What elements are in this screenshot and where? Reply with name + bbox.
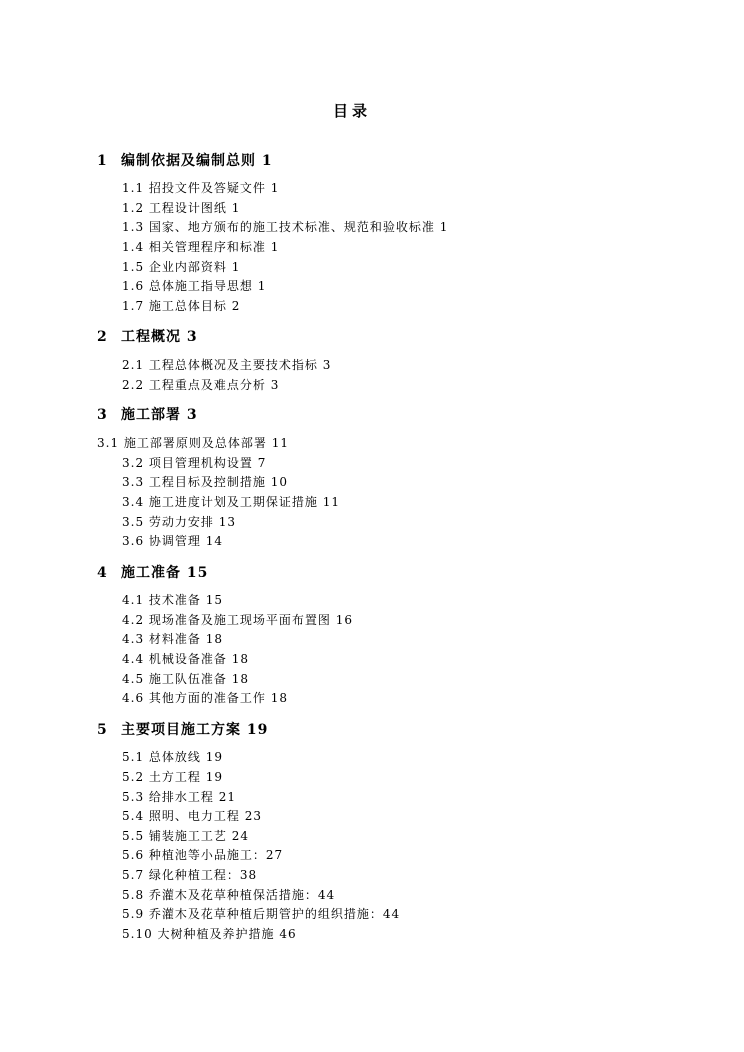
toc-entry[interactable]: 5.3 给排水工程 21: [122, 790, 236, 804]
toc-entry[interactable]: 4.4 机械设备准备 18: [122, 652, 249, 666]
chapter-heading[interactable]: [97, 404, 198, 424]
chapter-number: 5: [97, 722, 108, 738]
chapter-heading[interactable]: [97, 719, 268, 739]
chapter-label: 工程概况 3: [121, 329, 198, 345]
toc-entry[interactable]: 3.3 工程目标及控制措施 10: [122, 475, 288, 489]
toc-entry[interactable]: 1.4 相关管理程序和标准 1: [122, 240, 280, 254]
toc-entry[interactable]: 5.1 总体放线 19: [122, 750, 223, 764]
toc-entry[interactable]: 5.7 绿化种植工程：38: [122, 868, 258, 882]
toc-entry[interactable]: 5.6 种植池等小品施工：27: [122, 848, 284, 862]
toc-entry[interactable]: 3.6 协调管理 14: [122, 534, 223, 548]
chapter-label: 主要项目施工方案 19: [121, 722, 269, 738]
toc-entry[interactable]: 2.1 工程总体概况及主要技术指标 3: [122, 358, 332, 372]
toc-entry[interactable]: 4.1 技术准备 15: [122, 593, 223, 607]
toc-entry[interactable]: 1.6 总体施工指导思想 1: [122, 279, 267, 293]
toc-entry[interactable]: 4.5 施工队伍准备 18: [122, 672, 249, 686]
chapter-number: 1: [97, 153, 108, 169]
toc-entry[interactable]: 5.10 大树种植及养护措施 46: [122, 927, 297, 941]
toc-entry[interactable]: 3.1 施工部署原则及总体部署 11: [97, 436, 289, 450]
chapter-heading[interactable]: [97, 562, 208, 582]
toc-entry[interactable]: 1.2 工程设计图纸 1: [122, 201, 241, 215]
toc-entry[interactable]: 3.5 劳动力安排 13: [122, 515, 236, 529]
toc-entry[interactable]: 4.6 其他方面的准备工作 18: [122, 691, 288, 705]
toc-entry[interactable]: 2.2 工程重点及难点分析 3: [122, 378, 280, 392]
toc-entry[interactable]: 1.7 施工总体目标 2: [122, 299, 241, 313]
toc-entry[interactable]: 1.5 企业内部资料 1: [122, 260, 241, 274]
toc-entry[interactable]: 5.9 乔灌木及花草种植后期管护的组织措施：44: [122, 907, 401, 921]
toc-entry[interactable]: 4.2 现场准备及施工现场平面布置图 16: [122, 613, 353, 627]
chapter-number: 4: [97, 565, 108, 581]
chapter-number: 3: [97, 407, 108, 423]
toc-entry[interactable]: 5.2 土方工程 19: [122, 770, 223, 784]
toc-entry[interactable]: 3.2 项目管理机构设置 7: [122, 456, 267, 470]
toc-entry[interactable]: 5.8 乔灌木及花草种植保活措施：44: [122, 888, 336, 902]
toc-entry[interactable]: 1.1 招投文件及答疑文件 1: [122, 181, 280, 195]
chapter-label: 编制依据及编制总则 1: [121, 153, 273, 169]
toc-entry[interactable]: 4.3 材料准备 18: [122, 632, 223, 646]
chapter-heading[interactable]: [97, 326, 198, 346]
chapter-label: 施工准备 15: [121, 565, 209, 581]
toc-entry[interactable]: 1.3 国家、地方颁布的施工技术标准、规范和验收标准 1: [122, 220, 449, 234]
toc-entry[interactable]: 5.5 铺装施工工艺 24: [122, 829, 249, 843]
chapter-number: 2: [97, 329, 108, 345]
chapter-heading[interactable]: [97, 150, 273, 170]
page-title: 目录: [332, 102, 371, 120]
toc-entry[interactable]: 3.4 施工进度计划及工期保证措施 11: [122, 495, 340, 509]
chapter-label: 施工部署 3: [121, 407, 198, 423]
toc-entry[interactable]: 5.4 照明、电力工程 23: [122, 809, 262, 823]
